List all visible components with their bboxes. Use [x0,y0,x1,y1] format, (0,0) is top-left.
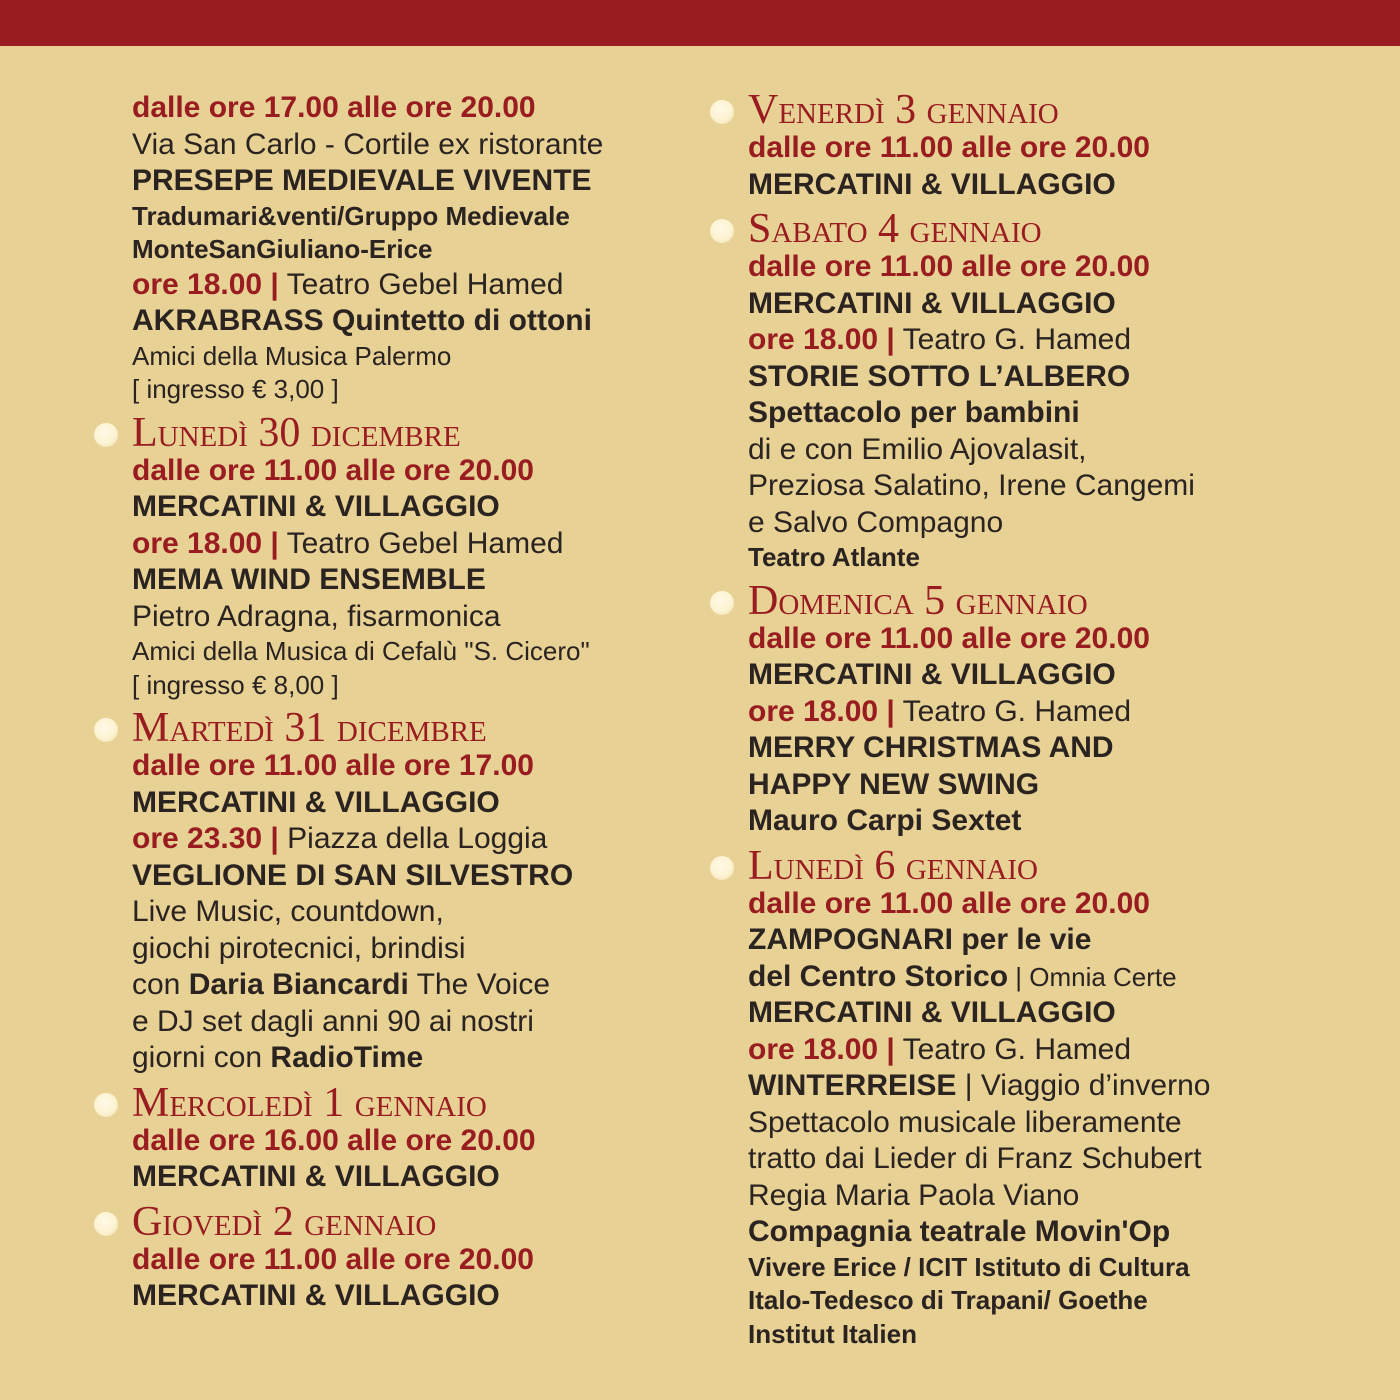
bullet-icon [710,100,734,124]
organizer: Tradumari&venti/Gruppo Medievale [132,200,570,231]
venue: Via San Carlo - Cortile ex ristorante [132,127,604,161]
event-detail: Preziosa Salatino, Irene Cangemi [748,469,1195,502]
radio-name: RadioTime [270,1041,424,1074]
event-time-line [132,821,692,858]
event-subtitle: | Viaggio d’inverno [956,1069,1211,1102]
bullet-icon [710,856,734,880]
day-block-5-gennaio [748,577,1368,840]
event-title: MEMA WIND ENSEMBLE [132,563,486,596]
event-title: MERCATINI & VILLAGGIO [132,490,500,523]
event-detail: Live Music, countdown, [132,895,444,928]
event-detail: Regia Maria Paola Viano [748,1178,1080,1212]
event-detail: Pietro Adragna, fisarmonica [132,599,501,633]
event-title: AKRABRASS Quintetto di ottoni [132,304,592,337]
organizer: Amici della Musica Palermo [132,340,452,371]
event-venue: Teatro G. Hamed [894,694,1132,728]
event-detail: di e con Emilio Ajovalasit, [748,432,1087,466]
event-time-line [748,694,1368,731]
bullet-icon [94,1212,118,1236]
day-block-30-dicembre [132,409,692,703]
event-time: ore 18.00 | [132,526,279,560]
event-time-line [132,526,692,563]
organizer: Amici della Musica di Cefalù "S. Cicero" [132,636,590,666]
event-title-line [748,959,1368,996]
day-heading [132,1079,692,1126]
time-range: dalle ore 17.00 alle ore 20.00 [132,91,536,124]
event-title: MERCATINI & VILLAGGIO [132,1160,500,1193]
event-title: MERCATINI & VILLAGGIO [748,167,1116,201]
event-venue: Piazza della Loggia [278,822,548,855]
event-detail: tratto dai Lieder di Franz Schubert [748,1142,1202,1175]
day-heading-text: Venerdì 3 gennaio [748,87,1059,133]
day-heading-text: Martedì 31 dicembre [132,705,487,751]
text-fragment: con [132,968,189,1001]
time-range: dalle ore 11.00 alle ore 17.00 [132,749,534,782]
time-range: dalle ore 11.00 alle ore 20.00 [132,453,534,487]
day-block-2-gennaio [132,1198,692,1315]
day-block-31-dicembre [132,705,692,1077]
event-detail: giochi pirotecnici, brindisi [132,931,466,965]
day-heading [748,842,1368,889]
bullet-icon [94,423,118,447]
event-title: MERCATINI & VILLAGGIO [748,658,1116,691]
day-heading [748,87,1368,133]
event-title: PRESEPE MEDIEVALE VIVENTE [132,164,592,197]
event-venue: Teatro Gebel Hamed [278,267,564,301]
ticket-price: [ ingresso € 8,00 ] [132,669,339,700]
event-time: ore 18.00 | [132,267,279,301]
day-block-6-gennaio [748,842,1368,1352]
right-column [748,87,1368,1351]
time-range: dalle ore 11.00 alle ore 20.00 [748,886,1150,920]
event-title: del Centro Storico [748,959,1009,993]
event-time: ore 23.30 | [132,822,279,855]
event-time-line [748,1032,1368,1069]
event-title: VEGLIONE DI SAN SILVESTRO [132,858,574,892]
event-detail: Spettacolo musicale liberamente [748,1105,1182,1139]
text-fragment: giorni con [132,1041,271,1074]
left-column [132,90,692,1315]
event-detail [132,967,692,1004]
event-time: ore 18.00 | [748,694,895,728]
event-title-line [748,1068,1368,1105]
ticket-price: [ ingresso € 3,00 ] [132,374,339,404]
event-detail [132,1040,692,1077]
event-title: MERCATINI & VILLAGGIO [748,996,1116,1029]
bullet-icon [94,1093,118,1117]
day-heading-text: Sabato 4 gennaio [748,206,1042,252]
event-venue: Teatro G. Hamed [894,323,1132,356]
time-range: dalle ore 11.00 alle ore 20.00 [748,621,1150,655]
organizer: Institut Italien [748,1318,917,1349]
organizer: | Omnia Certe [1008,961,1177,992]
event-time-line [132,267,692,304]
day-heading-text: Mercoledì 1 gennaio [132,1079,487,1126]
event-time: ore 18.00 | [748,1032,895,1066]
bullet-icon [710,591,734,615]
time-range: dalle ore 16.00 alle ore 20.00 [132,1123,536,1157]
event-venue: Teatro G. Hamed [894,1032,1132,1066]
day-heading-text: Giovedì 2 gennaio [132,1198,437,1245]
event-subtitle: Mauro Carpi Sextet [748,804,1022,837]
bullet-icon [94,718,118,742]
time-range: dalle ore 11.00 alle ore 20.00 [748,250,1150,283]
performer-name: Daria Biancardi [188,968,409,1001]
day-heading [748,577,1368,624]
company-name: Compagnia teatrale Movin'Op [748,1215,1171,1248]
day-heading [748,206,1368,252]
day-heading-text: Lunedì 30 dicembre [132,409,461,456]
organizer: Italo-Tedesco di Trapani/ Goethe [748,1285,1148,1315]
day-heading-text: Lunedì 6 gennaio [748,842,1038,889]
event-title: ZAMPOGNARI per le vie [748,923,1092,956]
event-title: WINTERREISE [748,1069,957,1102]
event-time-line [748,322,1368,359]
time-range: dalle ore 11.00 alle ore 20.00 [748,131,1150,164]
organizer: Teatro Atlante [748,542,920,572]
event-detail: e DJ set dagli anni 90 ai nostri [132,1004,534,1038]
event-subtitle: Spettacolo per bambini [748,396,1080,429]
event-title: MERCATINI & VILLAGGIO [132,785,500,819]
day-heading [132,705,692,751]
day-block-4-gennaio [748,206,1368,575]
event-venue: Teatro Gebel Hamed [278,526,564,560]
intro-block [132,90,692,407]
event-title: STORIE SOTTO L’ALBERO [748,359,1131,393]
event-title: MERRY CHRISTMAS AND [748,731,1114,764]
event-detail: e Salvo Compagno [748,505,1004,539]
day-heading [132,1198,692,1245]
day-heading-text: Domenica 5 gennaio [748,577,1088,624]
event-title: MERCATINI & VILLAGGIO [132,1279,500,1312]
organizer: Vivere Erice / ICIT Istituto di Cultura [748,1251,1190,1282]
bullet-icon [710,219,734,243]
text-fragment: The Voice [408,968,551,1001]
event-time: ore 18.00 | [748,323,895,356]
time-range: dalle ore 11.00 alle ore 20.00 [132,1242,534,1276]
day-block-3-gennaio [748,87,1368,203]
day-block-1-gennaio [132,1079,692,1196]
organizer: MonteSanGiuliano-Erice [132,234,433,264]
event-title: HAPPY NEW SWING [748,767,1040,801]
top-banner [0,0,1400,46]
event-title: MERCATINI & VILLAGGIO [748,286,1116,320]
day-heading [132,409,692,456]
